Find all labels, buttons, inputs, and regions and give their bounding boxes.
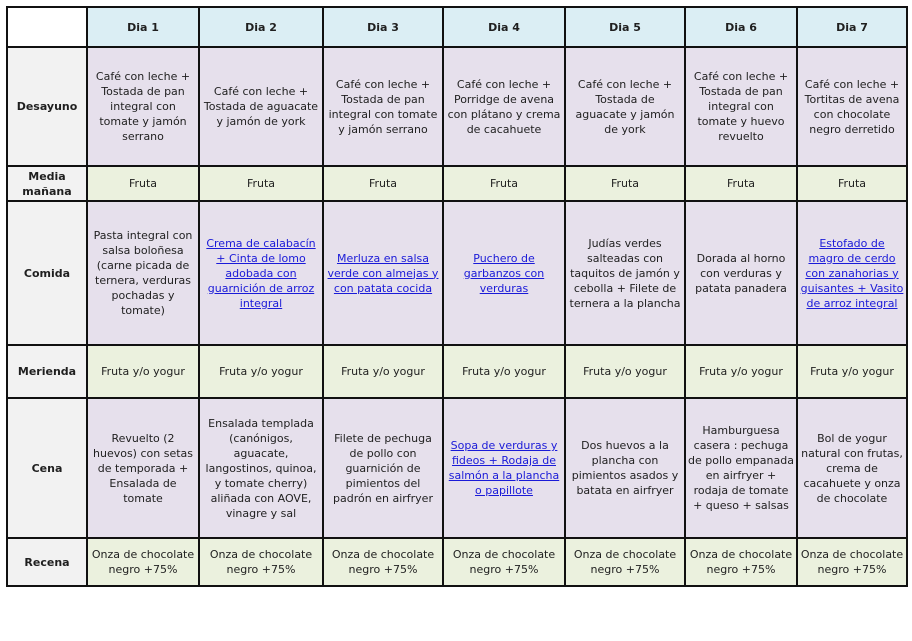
meal-cell: Fruta (565, 166, 685, 201)
meal-cell: Café con leche + Tostada de pan integral con tomate y huevo revuelto (685, 47, 797, 166)
meal-row-desayuno (7, 47, 907, 166)
meal-cell: Fruta y/o yogur (199, 345, 323, 398)
meal-cell: Café con leche + Tostada de aguacate y jamón de york (199, 47, 323, 166)
meal-cell: Café con leche + Tostada de pan integral con tomate y jamón serrano (87, 47, 199, 166)
meal-cell: Café con leche + Tortitas de avena con chocolate negro derretido (797, 47, 907, 166)
meal-cell: Fruta y/o yogur (323, 345, 443, 398)
meal-cell: Onza de chocolate negro +75% (443, 538, 565, 586)
meal-cell: Hamburguesa casera : pechuga de pollo empanada en airfryer + rodaja de tomate + queso + salsas (685, 398, 797, 538)
meal-cell: Bol de yogur natural con frutas, crema de cacahuete y onza de chocolate (797, 398, 907, 538)
meal-row-merienda (7, 345, 907, 398)
recipe-link[interactable]: Estofado de magro de cerdo con zanahorias y guisantes + Vasito de arroz integral (800, 236, 904, 310)
meal-row-comida (7, 201, 907, 345)
meal-label: Merienda (7, 345, 87, 398)
meal-label: Recena (7, 538, 87, 586)
meal-row-recena (7, 538, 907, 586)
day-header: Dia 3 (323, 7, 443, 47)
day-header: Dia 2 (199, 7, 323, 47)
meal-cell: Café con leche + Tostada de pan integral con tomate y jamón serrano (323, 47, 443, 166)
meal-cell: Fruta (443, 166, 565, 201)
meal-plan-table (6, 6, 908, 587)
meal-cell (323, 201, 443, 345)
meal-cell: Fruta y/o yogur (443, 345, 565, 398)
meal-cell: Fruta (87, 166, 199, 201)
meal-cell: Fruta (685, 166, 797, 201)
day-header: Dia 6 (685, 7, 797, 47)
meal-cell: Onza de chocolate negro +75% (87, 538, 199, 586)
day-header: Dia 7 (797, 7, 907, 47)
meal-cell: Dos huevos a la plancha con pimientos asados y batata en airfryer (565, 398, 685, 538)
meal-cell: Fruta y/o yogur (797, 345, 907, 398)
meal-cell: Judías verdes salteadas con taquitos de jamón y cebolla + Filete de ternera a la plancha (565, 201, 685, 345)
meal-cell: Onza de chocolate negro +75% (199, 538, 323, 586)
recipe-link[interactable]: Merluza en salsa verde con almejas y con patata cocida (327, 251, 439, 295)
meal-cell: Dorada al horno con verduras y patata panadera (685, 201, 797, 345)
meal-cell: Onza de chocolate negro +75% (685, 538, 797, 586)
meal-cell (443, 201, 565, 345)
meal-cell: Pasta integral con salsa boloñesa (carne picada de ternera, verduras pochadas y tomate) (87, 201, 199, 345)
recipe-link[interactable]: Puchero de garbanzos con verduras (463, 251, 545, 295)
meal-cell (443, 398, 565, 538)
day-header: Dia 1 (87, 7, 199, 47)
meal-cell: Revuelto (2 huevos) con setas de temporada + Ensalada de tomate (87, 398, 199, 538)
meal-cell: Café con leche + Tostada de aguacate y jamón de york (565, 47, 685, 166)
meal-label: Media mañana (7, 166, 87, 201)
meal-cell: Fruta y/o yogur (87, 345, 199, 398)
meal-cell: Fruta y/o yogur (565, 345, 685, 398)
meal-cell: Fruta (199, 166, 323, 201)
header-row (7, 7, 907, 47)
meal-label: Cena (7, 398, 87, 538)
meal-cell: Onza de chocolate negro +75% (565, 538, 685, 586)
day-header: Dia 5 (565, 7, 685, 47)
meal-cell (199, 201, 323, 345)
meal-plan-container (6, 6, 908, 587)
meal-cell: Fruta (323, 166, 443, 201)
recipe-link[interactable]: Sopa de verduras y fideos + Rodaja de salmón a la plancha o papillote (448, 439, 560, 497)
meal-row-cena (7, 398, 907, 538)
meal-cell: Café con leche + Porridge de avena con plátano y crema de cacahuete (443, 47, 565, 166)
day-header: Dia 4 (443, 7, 565, 47)
meal-cell: Filete de pechuga de pollo con guarnición de pimientos del padrón en airfryer (323, 398, 443, 538)
meal-cell: Fruta (797, 166, 907, 201)
recipe-link[interactable]: Crema de calabacín + Cinta de lomo adobada con guarnición de arroz integral (206, 236, 316, 310)
meal-cell (797, 201, 907, 345)
meal-cell: Fruta y/o yogur (685, 345, 797, 398)
meal-label: Comida (7, 201, 87, 345)
meal-label: Desayuno (7, 47, 87, 166)
meal-cell: Onza de chocolate negro +75% (323, 538, 443, 586)
corner-cell (7, 7, 87, 47)
meal-cell: Onza de chocolate negro +75% (797, 538, 907, 586)
meal-cell: Ensalada templada (canónigos, aguacate, langostinos, quinoa, y tomate cherry) aliñada con AOVE, vinagre y sal (199, 398, 323, 538)
meal-row-media-manana (7, 166, 907, 201)
